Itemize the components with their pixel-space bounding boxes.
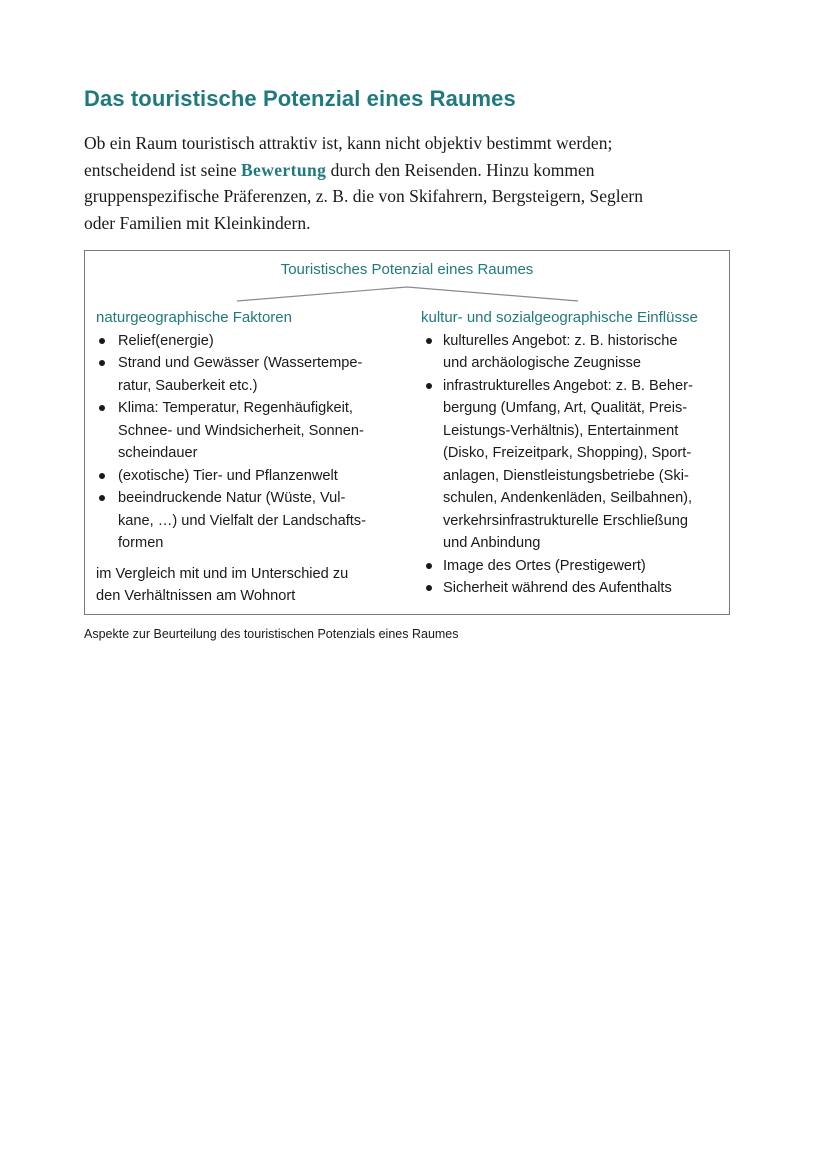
comparison-line: den Verhältnissen am Wohnort	[96, 588, 296, 604]
page-title: Das touristische Potenzial eines Raumes	[84, 86, 516, 111]
bullet-icon	[426, 383, 432, 389]
list-item-line: kane, …) und Vielfalt der Landschafts-	[118, 512, 366, 529]
bullet-icon	[99, 338, 105, 344]
cultural-factors-heading: kultur- und sozialgeographische Einflüsse	[421, 309, 698, 326]
list-item-line: ratur, Sauberkeit etc.)	[118, 377, 258, 394]
list-item-line: (exotische) Tier- und Pflanzenwelt	[118, 467, 338, 484]
bullet-icon	[426, 585, 432, 591]
bullet-icon	[99, 473, 105, 479]
list-item-line: infrastrukturelles Angebot: z. B. Beher-	[443, 377, 693, 394]
list-item-line: formen	[118, 535, 164, 551]
list-item-line: und archäologische Zeugnisse	[443, 355, 641, 371]
list-item-line: schulen, Andenkenläden, Seilbahnen),	[443, 490, 693, 506]
bullet-icon	[426, 563, 432, 569]
intro-line-2-before: entscheidend ist seine	[84, 159, 241, 180]
intro-paragraph	[84, 130, 734, 236]
list-item-line: anlagen, Dienstleistungsbetriebe (Ski-	[443, 467, 689, 484]
natural-factors-column	[96, 307, 396, 608]
bullet-icon	[426, 338, 432, 344]
intro-line-2	[84, 157, 734, 184]
intro-line-1: Ob ein Raum touristisch attraktiv ist, kann nicht objektiv bestimmt werden;	[84, 133, 613, 153]
intro-line-4: oder Familien mit Kleinkindern.	[84, 212, 311, 233]
figure-caption: Aspekte zur Beurteilung des touristischen Potenzials eines Raumes	[84, 627, 459, 641]
list-item-line: Schnee- und Windsicherheit, Sonnen-	[118, 422, 364, 439]
list-item	[96, 487, 396, 555]
list-item-line: Image des Ortes (Prestigewert)	[443, 557, 646, 574]
branch-connector	[235, 283, 580, 305]
list-item-line: kulturelles Angebot: z. B. historische	[443, 332, 678, 349]
list-item-line: Strand und Gewässer (Wassertempe-	[118, 355, 363, 371]
list-item	[96, 465, 396, 488]
list-item-line: und Anbindung	[443, 535, 541, 551]
bullet-icon	[99, 360, 105, 366]
intro-line-3: gruppenspezifische Präferenzen, z. B. die von Skifahrern, Bergsteigern, Seglern	[84, 186, 644, 206]
list-item	[421, 577, 725, 600]
natural-factors-heading: naturgeographische Faktoren	[96, 309, 292, 326]
intro-line-2-after: durch den Reisenden. Hinzu kommen	[326, 159, 595, 180]
figure-title: Touristisches Potenzial eines Raumes	[280, 261, 534, 278]
list-item-line: Relief(energie)	[118, 332, 214, 349]
list-item-line: (Disko, Freizeitpark, Shopping), Sport-	[443, 445, 692, 461]
bullet-icon	[99, 405, 105, 411]
list-item-line: beeindruckende Natur (Wüste, Vul-	[118, 490, 346, 506]
list-item	[96, 397, 396, 465]
list-item	[421, 555, 725, 578]
comparison-note	[96, 563, 396, 608]
bullet-icon	[99, 495, 105, 501]
list-item-line: Sicherheit während des Aufenthalts	[443, 580, 672, 596]
highlight-term: Bewertung	[240, 159, 327, 180]
cultural-factors-list	[421, 330, 725, 600]
list-item-line: bergung (Umfang, Art, Qualität, Preis-	[443, 400, 688, 416]
list-item	[421, 375, 725, 555]
list-item-line: verkehrsinfrastrukturelle Erschließung	[443, 512, 688, 529]
list-item-line: Klima: Temperatur, Regenhäufigkeit,	[118, 400, 353, 416]
comparison-line: im Vergleich mit und im Unterschied zu	[96, 565, 349, 582]
natural-factors-list	[96, 330, 396, 555]
list-item	[421, 330, 725, 375]
figure-box	[84, 250, 730, 615]
list-item	[96, 352, 396, 397]
list-item-line: Leistungs-Verhältnis), Entertainment	[443, 422, 679, 439]
list-item-line: scheindauer	[118, 445, 198, 461]
cultural-factors-column	[421, 307, 725, 600]
list-item	[96, 330, 396, 353]
